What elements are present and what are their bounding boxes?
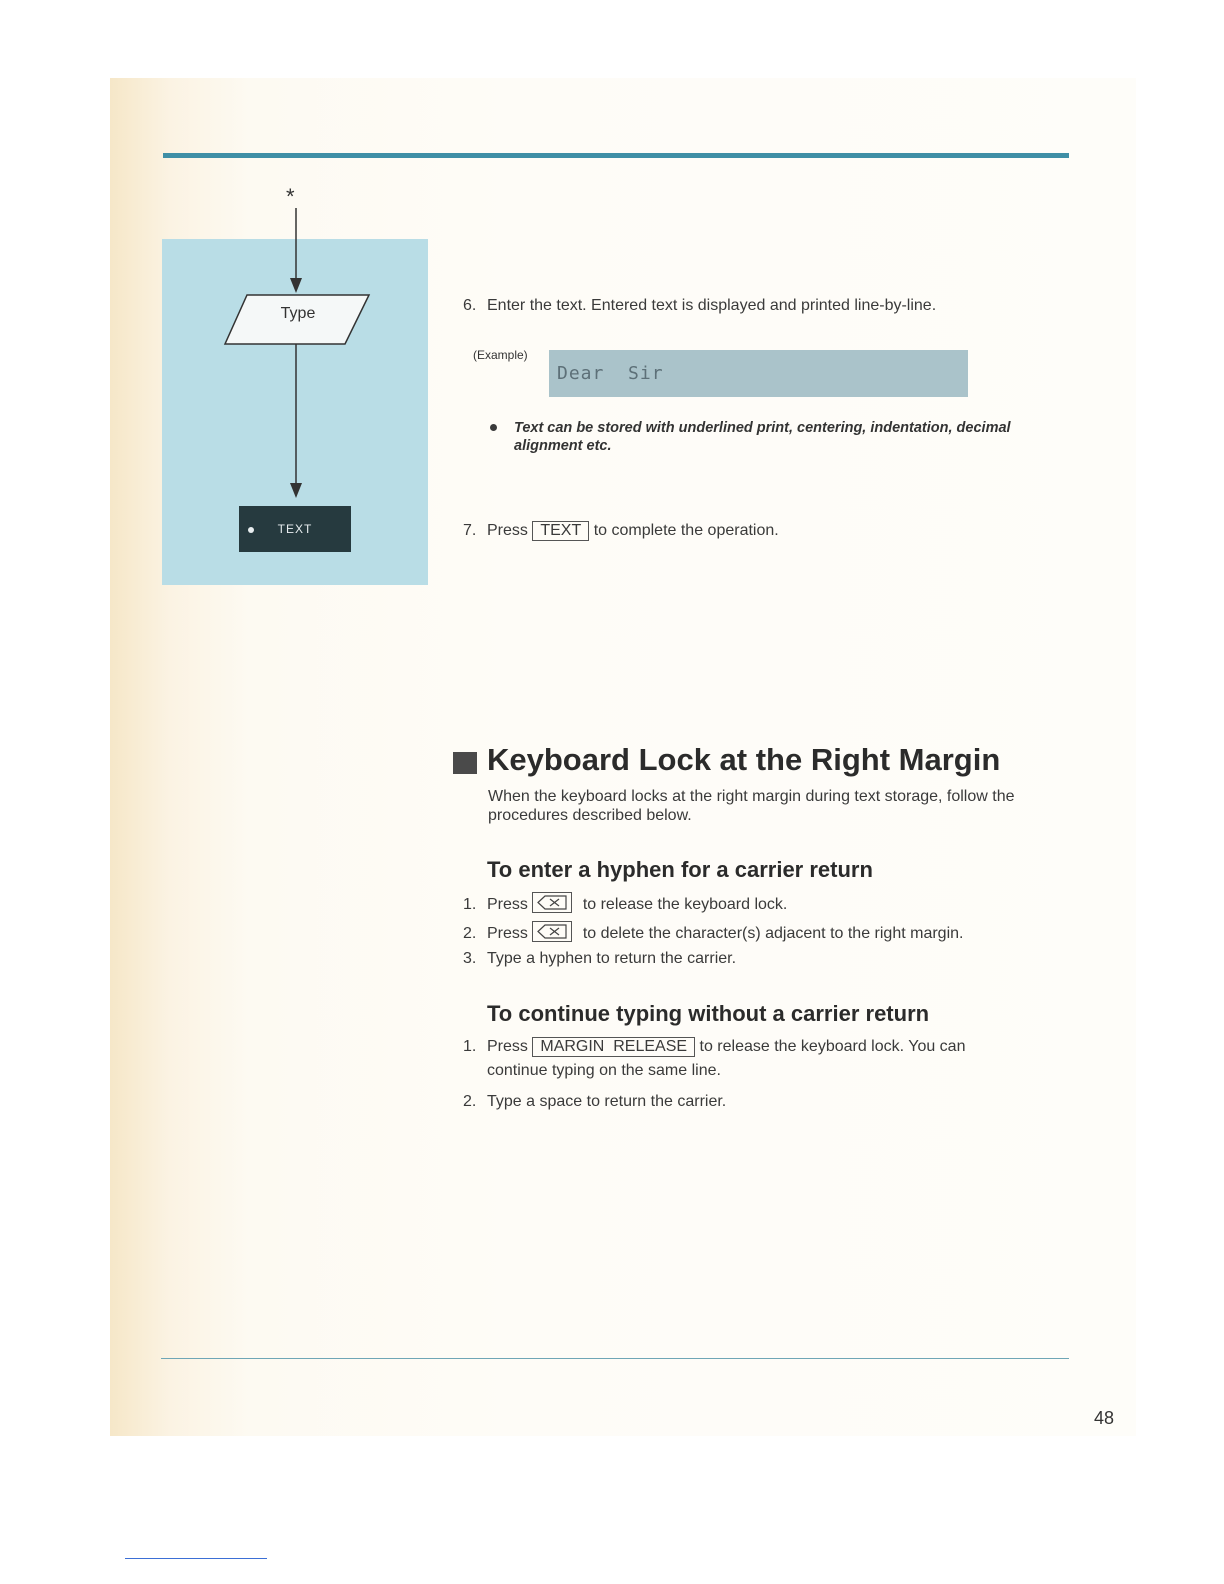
step-7 <box>463 521 779 541</box>
hyphen-step-1 <box>463 892 787 914</box>
step-text: to complete the operation. <box>593 522 779 539</box>
section-intro: When the keyboard locks at the right margin during text storage, follow the procedures described below. <box>488 788 1015 824</box>
step-text: Enter the text. Entered text is displayed and printed line-by-line. <box>487 297 937 314</box>
key-indicator-dot <box>248 527 254 533</box>
bottom-link-underline <box>125 1558 267 1559</box>
note-bullet-icon <box>490 424 497 431</box>
step-text: to release the keyboard lock. <box>582 896 788 913</box>
continue-step-1 <box>463 1037 965 1057</box>
top-rule <box>163 153 1069 158</box>
note-text: Text can be stored with underlined print, centering, indentation, decimal alignment etc. <box>514 420 1011 454</box>
flowchart-start-marker: * <box>286 184 295 209</box>
step-text: Press <box>487 896 528 913</box>
text-key-label: TEXT <box>277 522 313 536</box>
section-bullet-icon <box>453 752 477 774</box>
backspace-delete-key-icon <box>532 921 572 942</box>
hyphen-step-3 <box>463 950 736 968</box>
step-number: 6. <box>463 297 477 314</box>
flowchart-arrows <box>162 200 428 510</box>
step-number: 3. <box>463 950 477 967</box>
example-label: (Example) <box>473 348 528 362</box>
arrow-head-icon <box>290 278 302 293</box>
step-text: Press <box>487 925 528 942</box>
flowchart-type-label: Type <box>280 305 316 322</box>
continue-step-1-continuation: continue typing on the same line. <box>487 1062 721 1079</box>
text-key-icon <box>239 506 351 552</box>
step-number: 1. <box>463 1038 477 1055</box>
arrow-head-icon <box>290 483 302 498</box>
step-text: Press <box>487 1038 528 1055</box>
hyphen-subsection-title: To enter a hyphen for a carrier return <box>487 857 873 882</box>
step-text: Press <box>487 522 528 539</box>
continue-subsection-title: To continue typing without a carrier return <box>487 1001 930 1026</box>
example-display <box>549 350 968 397</box>
step-number: 2. <box>463 925 477 942</box>
continue-step-2 <box>463 1093 726 1111</box>
bottom-rule <box>161 1358 1069 1359</box>
step-text: to delete the character(s) adjacent to the right margin. <box>582 925 964 942</box>
margin-release-key: MARGIN RELEASE <box>532 1037 695 1057</box>
step-text: Type a hyphen to return the carrier. <box>487 950 737 967</box>
page-number: 48 <box>1094 1408 1115 1428</box>
step-text: Type a space to return the carrier. <box>487 1093 727 1110</box>
step-number: 2. <box>463 1093 477 1110</box>
step-number: 1. <box>463 896 477 913</box>
step-text: to release the keyboard lock. You can <box>699 1038 966 1055</box>
text-key: TEXT <box>532 521 589 541</box>
step-number: 7. <box>463 522 477 539</box>
backspace-delete-key-icon <box>532 892 572 913</box>
step-6 <box>463 297 936 315</box>
example-display-text: Dear Sir <box>557 363 664 384</box>
section-title: Keyboard Lock at the Right Margin <box>487 742 1001 777</box>
hyphen-step-2 <box>463 921 963 943</box>
